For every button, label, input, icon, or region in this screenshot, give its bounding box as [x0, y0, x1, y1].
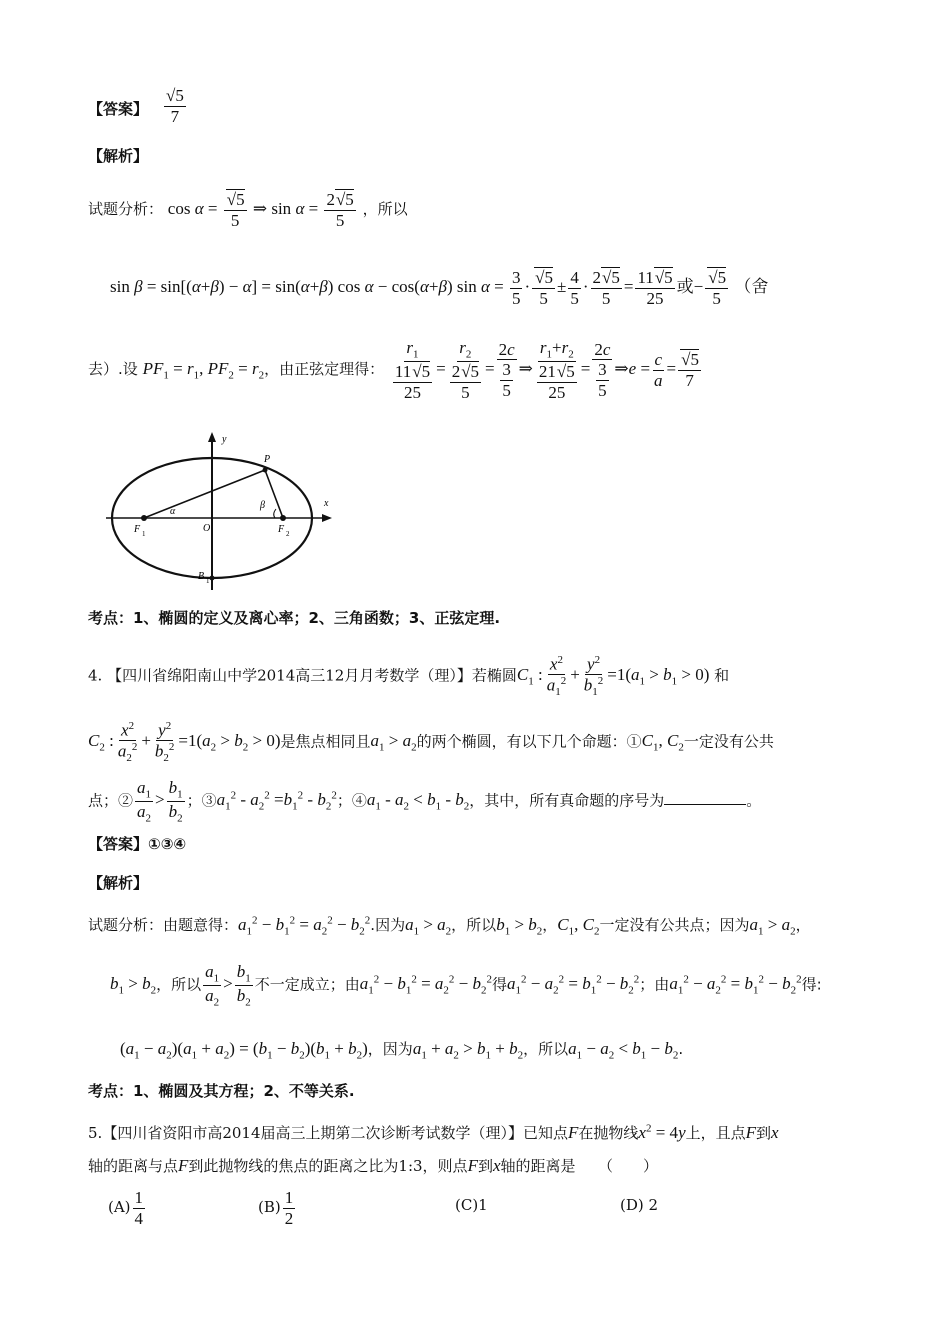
beta-arc: [274, 509, 276, 518]
q5-option-d[interactable]: (D) 2: [620, 1196, 659, 1214]
o-label: O: [203, 523, 211, 534]
y-axis-arrow: [208, 432, 216, 442]
point-f2: [280, 515, 286, 521]
q4-answer: 【答案】①③④: [88, 835, 187, 853]
b1-sub: 1: [206, 577, 210, 585]
f2-label: F: [278, 524, 285, 535]
f2-sub: 2: [286, 530, 290, 538]
q4-analysis-line-1: 试题分析：由题意得：$a_1^2 - b_1^2 = a_2^2 - b_2^2$.因为$a_1 > a_2$，所以$b_1 > b_2$，$C_1$, $C_2$一定没有公共点；因为$a_1 > a_2$，: [88, 914, 811, 938]
q4-knowledge: 考点：1、椭圆及其方程；2、不等关系.: [88, 1082, 355, 1100]
y-label: y: [222, 434, 227, 445]
q4-analysis-line-2: $b_1 > b_2$，所以 $\frac{a_1}{a_2}$ > $\frac{b_1}{b_2}$ 不一定成立；由$a_1^2 - b_1^2 = a_2^2 - b_2^2$得$a_1^2 - a_2^2 = b_1^2 - b_2^2$；由$a_1^2 - a_2^2 = b_1^2 - b_2^2$得:: [110, 962, 822, 1009]
q5-option-b[interactable]: (B) $\frac{1}{2}$: [258, 1188, 294, 1228]
q5-option-c[interactable]: (C)1: [455, 1196, 488, 1214]
answer-value: $\frac{√5}{7}$: [166, 86, 184, 126]
q5-option-a[interactable]: (A) $\frac{1}{4}$: [108, 1188, 144, 1228]
f1-label: F: [134, 524, 141, 535]
q4-line-2: $C_2$ : $\frac{x^2}{a_2^2}$ + $\frac{y^2}{b_2^2}$ $=1(a_2 > b_2 > 0)$是焦点相同且$a_1 > a_2$的两个椭圆，有以下几个命题：$①C_1$, $C_2$一定没有公共: [88, 720, 774, 765]
answer-blank[interactable]: [664, 790, 746, 805]
point-f1: [141, 515, 147, 521]
q5-line-1: 5.【四川省资阳市高2014届高三上期第二次诊断考试数学（理）】已知点F在抛物线$x^2 = 4y$上，且点F到x: [88, 1122, 779, 1142]
analysis-label: 【解析】: [88, 147, 149, 165]
q4-line-3: 点；② $\frac{a_1}{a_2}$ > $\frac{b_1}{b_2}$ ；$③a_1^2 - a_2^2 =b_1^2 - b_2^2$；$④a_1 - a_2 < b_1 - b_2$，其中，所有真命题的序号为 。: [88, 778, 762, 825]
f1-sub: 1: [142, 530, 146, 538]
point-b1: [210, 576, 215, 581]
q4-line-1: 4. 【四川省绵阳南山中学2014高三12月月考数学（理）】若椭圆$C_1$ : $\frac{x^2}{a_1^2}$ + $\frac{y^2}{b_1^2}$ $=1(a_1 > b_1 > 0)$ 和: [88, 654, 730, 699]
answer-label: 【答案】: [88, 100, 149, 118]
x-axis-arrow: [322, 514, 332, 522]
alpha-label: α: [170, 506, 176, 517]
analysis-line-1: 试题分析： cos α = $\frac{√5}{5}$ ⇒ sin α = $\frac{2√5}{5}$ ，所以: [88, 190, 408, 230]
beta-label: β: [260, 500, 265, 511]
q4-analysis-label: 【解析】: [88, 874, 149, 892]
q5-line-2: 轴的距离与点F到此抛物线的焦点的距离之比为1:3，则点F到x轴的距离是 （ ）: [88, 1156, 659, 1175]
p-label: P: [264, 454, 271, 465]
point-p: [263, 468, 268, 473]
segment-p-f2: [265, 470, 283, 518]
analysis-line-3: 去）.设 $PF_1 = r_1$, $PF_2 = r_2$，由正弦定理得： $\frac{r_1}{\frac{11√5}{25}}$ = $\frac{r_2}{\frac{2√5}{5}}$ = $\frac{2c}{\frac{3}{5}}$ ⇒ $\frac{r_1+r_2}{\frac{21√5}{25}}$ = $\frac{2c}{\frac{3}{5}}$ ⇒e = $\frac{c}{a}$ = $\frac{√5}{7}$: [88, 338, 699, 402]
q4-analysis-line-3: $(a_1 - a_2)(a_1 + a_2) = (b_1 - b_2)(b_1 + b_2)$，因为$a_1 + a_2 > b_1 + b_2$，所以$a_1 - a_2 < b_1 - b_2$.: [120, 1039, 684, 1062]
segment-f1-p: [144, 470, 265, 518]
b1-label: B: [198, 571, 205, 582]
ellipse-figure: [100, 428, 340, 596]
q3-knowledge: 考点：1、椭圆的定义及离心率；2、三角函数；3、正弦定理.: [88, 609, 501, 627]
analysis-line-2: sin β = sin[(α+β) − α] = sin(α+β) cos α − cos(α+β) sin α = $\frac{3}{5}$ · $\frac{√5}{5}$ ± $\frac{4}{5}$ · $\frac{2√5}{5}$ = $\frac{11√5}{25}$ 或− $\frac{√5}{5}$ （舍: [110, 268, 769, 308]
x-label: x: [324, 498, 329, 509]
